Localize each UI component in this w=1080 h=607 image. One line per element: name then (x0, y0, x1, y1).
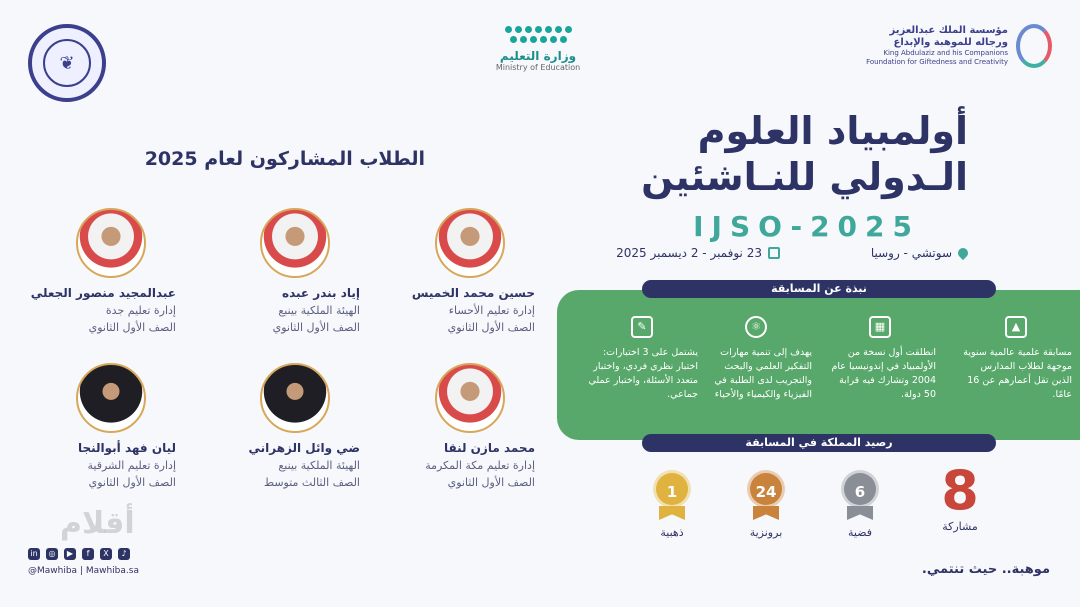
mawhiba-text (866, 25, 1008, 67)
social-icons (28, 548, 130, 560)
instagram-icon[interactable]: ◎ (46, 548, 58, 560)
student-photo (76, 208, 146, 278)
feature-1-text: مسابقة علمية عالمية سنوية موجهة لطلاب المدارس الذين تقل أعمارهم عن 16 عامًا. (963, 347, 1072, 400)
student-dept: إدارة تعليم مكة المكرمة (425, 459, 535, 472)
mawhiba-ar-line2: ورجاله للموهبة والإبداع (893, 37, 1008, 48)
youtube-icon[interactable]: ▶ (64, 548, 76, 560)
calendar-icon (768, 247, 780, 259)
student-name: إياد بندر عبده (282, 286, 360, 300)
student-name: عبدالمجيد منصور الجعلي (30, 286, 176, 300)
linkedin-icon[interactable]: in (28, 548, 40, 560)
title-line-2: الـدولي للنـاشئين (641, 155, 968, 199)
student-card (26, 363, 176, 489)
event-place (871, 246, 968, 260)
atom-icon: ⚛ (745, 316, 767, 338)
feature-1 (960, 316, 1072, 402)
participants-count (920, 459, 1000, 533)
event-date (616, 246, 780, 260)
medal-gold (642, 470, 702, 539)
student-card (385, 363, 535, 489)
location-pin-icon (956, 246, 970, 260)
student-grade: الصف الأول الثانوي (447, 476, 535, 489)
mawhiba-mark-icon (1016, 24, 1052, 68)
student-photo (260, 363, 330, 433)
student-photo (435, 363, 505, 433)
feature-3 (700, 316, 812, 402)
student-name: ليان فهد أبوالنجا (77, 441, 176, 455)
student-dept: الهيئة الملكية بينبع (278, 459, 360, 472)
student-photo (260, 208, 330, 278)
feature-4 (586, 316, 698, 402)
medal-silver (830, 470, 890, 539)
student-dept: إدارة تعليم جدة (105, 304, 176, 317)
feature-3-text: يهدف إلى تنمية مهارات التفكير العلمي والبحث والتجريب لدى الطلبة في الفيزياء والكيمياء والأحياء (714, 347, 812, 400)
leaf-icon: ❦ (43, 39, 91, 87)
medal-label: ذهبية (660, 526, 684, 539)
student-card (210, 363, 360, 489)
podium-icon: ▲ (1005, 316, 1027, 338)
student-card (210, 208, 360, 334)
student-card (385, 208, 535, 334)
about-heading: نبذة عن المسابقة (642, 280, 996, 298)
feature-2-text: انطلقت أول نسخة من الأولمبياد في إندونيسيا عام 2004 وتشارك فيه قرابة 50 دولة. (831, 347, 936, 400)
student-dept: إدارة تعليم الشرقية (87, 459, 176, 472)
students-title: الطلاب المشاركون لعام 2025 (144, 148, 425, 170)
bronze-medal-icon: 24 (747, 470, 785, 508)
student-grade: الصف الأول الثانوي (447, 321, 535, 334)
student-name: حسين محمد الخميس (411, 286, 535, 300)
feature-4-text: يشتمل على 3 اختبارات: اختبار نظري فردي، واختبار متعدد الأسئلة، واختبار عملي جماعي. (588, 347, 698, 400)
silver-ribbon-icon (847, 506, 873, 520)
watermark: أقلام (60, 506, 135, 541)
place-text: سوتشي - روسيا (870, 246, 952, 260)
page-title (588, 108, 968, 200)
moe-name-en: Ministry of Education (495, 63, 581, 72)
participants-number: 8 (941, 459, 979, 522)
slogan: موهبة.. حيث تنتمي. (921, 562, 1050, 577)
student-dept: الهيئة الملكية بينبع (278, 304, 360, 317)
title-line-1: أولمبياد العلوم (697, 109, 968, 153)
medal-label: برونزية (749, 526, 783, 539)
tiktok-icon[interactable]: ♪ (118, 548, 130, 560)
student-name: ضي وائل الزهراني (248, 441, 360, 455)
student-photo (435, 208, 505, 278)
mawhiba-ar-line1: مؤسسة الملك عبدالعزيز (889, 25, 1008, 36)
participants-label: مشاركة (942, 520, 978, 533)
student-grade: الصف الأول الثانوي (272, 321, 360, 334)
gold-ribbon-icon (659, 506, 685, 520)
mawhiba-logo (866, 24, 1052, 68)
medal-bronze (736, 470, 796, 539)
bronze-ribbon-icon (753, 506, 779, 520)
student-grade: الصف الأول الثانوي (88, 321, 176, 334)
feature-2 (824, 316, 936, 402)
social-handles: @Mawhiba | Mawhiba.sa (28, 566, 139, 576)
calendar-2004-icon: ▦ (869, 316, 891, 338)
student-card (26, 208, 176, 334)
moe-name-ar: وزارة التعليم (499, 49, 577, 63)
ijso-seal-logo (28, 24, 106, 102)
ministry-of-education-logo (488, 26, 588, 72)
student-dept: إدارة تعليم الأحساء (448, 304, 535, 317)
mawhiba-en-line2: Foundation for Giftedness and Creativity (866, 58, 1008, 66)
student-name: محمد مازن لنقا (443, 441, 535, 455)
mawhiba-en-line1: King Abdulaziz and his Companions (883, 49, 1008, 57)
x-icon[interactable]: X (100, 548, 112, 560)
exam-icon: ✎ (631, 316, 653, 338)
ijso-code: IJSO-2025 (693, 210, 920, 243)
student-grade: الصف الثالث متوسط (263, 476, 360, 489)
student-photo (76, 363, 146, 433)
date-text: 23 نوفمبر - 2 ديسمبر 2025 (616, 246, 762, 260)
gold-medal-icon: 1 (653, 470, 691, 508)
medal-label: فضية (847, 526, 872, 539)
moe-dots-icon (502, 26, 574, 43)
facebook-icon[interactable]: f (82, 548, 94, 560)
record-heading: رصيد المملكة في المسابقة (642, 434, 996, 452)
silver-medal-icon: 6 (841, 470, 879, 508)
student-grade: الصف الأول الثانوي (88, 476, 176, 489)
